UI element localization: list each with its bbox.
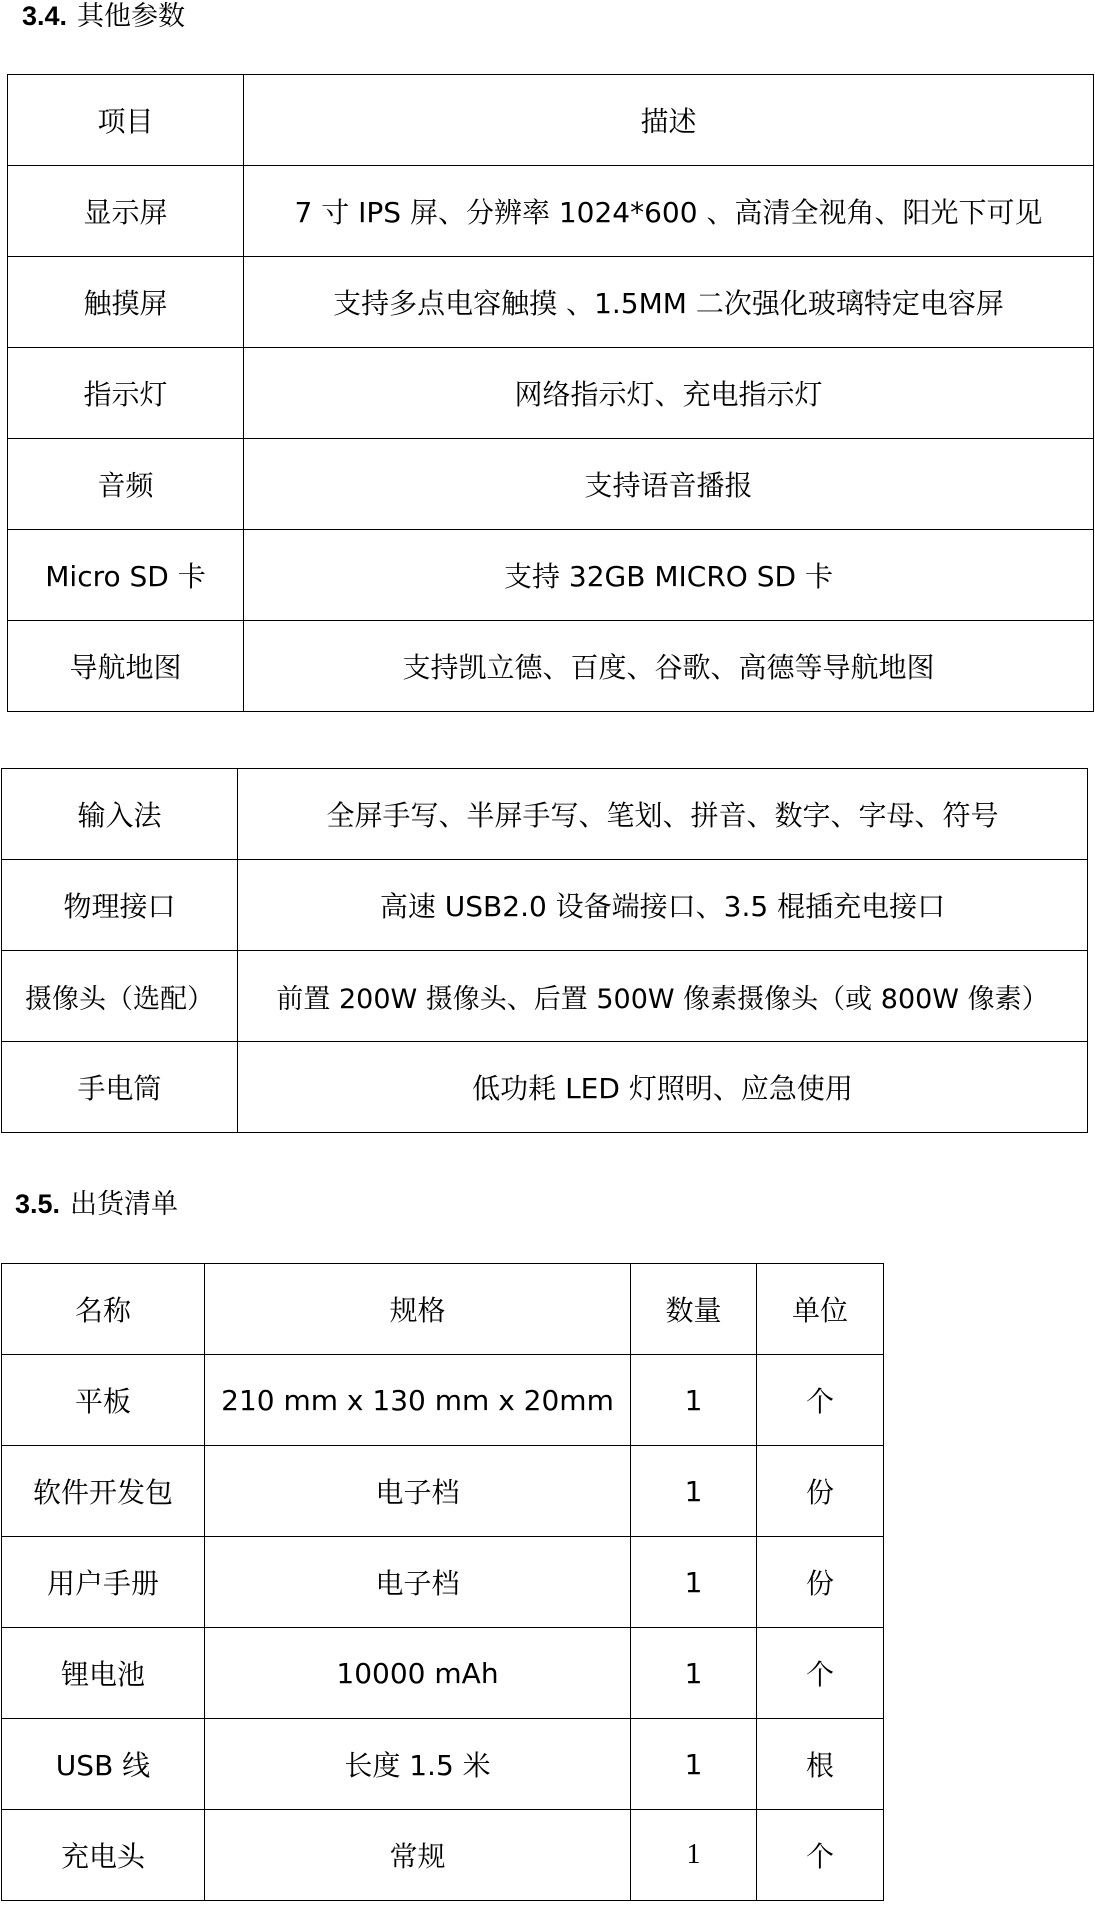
name-cell: 平板: [2, 1355, 205, 1446]
quantity-cell: 1: [631, 1446, 757, 1537]
table-row: [8, 530, 1094, 621]
section-heading-3-4: [22, 0, 185, 33]
section-number: 3.5.: [15, 1189, 61, 1219]
section-title: 出货清单: [70, 1189, 179, 1220]
spec-cell: 常规: [205, 1810, 631, 1901]
unit-cell: 个: [757, 1355, 884, 1446]
unit-cell: 个: [757, 1628, 884, 1719]
table-row: [8, 439, 1094, 530]
table-row: [8, 257, 1094, 348]
params-table: [7, 74, 1094, 712]
table-row: [2, 1628, 884, 1719]
spec-cell: 电子档: [205, 1446, 631, 1537]
unit-cell: 根: [757, 1719, 884, 1810]
table-row: [2, 951, 1088, 1042]
description-cell: 支持多点电容触摸 、1.5MM 二次强化玻璃特定电容屏: [244, 257, 1094, 348]
header-cell: 描述: [244, 75, 1094, 166]
item-cell: 触摸屏: [8, 257, 244, 348]
item-cell: 物理接口: [2, 860, 238, 951]
item-cell: 指示灯: [8, 348, 244, 439]
name-cell: 锂电池: [2, 1628, 205, 1719]
description-cell: 全屏手写、半屏手写、笔划、拼音、数字、字母、符号: [238, 769, 1088, 860]
name-cell: 充电头: [2, 1810, 205, 1901]
item-cell: 音频: [8, 439, 244, 530]
spec-cell: 长度 1.5 米: [205, 1719, 631, 1810]
table-header-row: [2, 1264, 884, 1355]
table-row: [2, 1042, 1088, 1133]
table-row: [8, 166, 1094, 257]
quantity-cell: 1: [631, 1355, 757, 1446]
table-row: [2, 860, 1088, 951]
table-row: [8, 348, 1094, 439]
table-row: [2, 1719, 884, 1810]
header-cell: 规格: [205, 1264, 631, 1355]
section-heading-3-5: [15, 1188, 178, 1221]
item-cell: 导航地图: [8, 621, 244, 712]
unit-cell: 份: [757, 1446, 884, 1537]
spec-cell: 10000 mAh: [205, 1628, 631, 1719]
section-number: 3.4.: [22, 1, 68, 31]
spec-cell: 210 mm x 130 mm x 20mm: [205, 1355, 631, 1446]
table-row: [2, 1355, 884, 1446]
table-row: [2, 769, 1088, 860]
name-cell: 用户手册: [2, 1537, 205, 1628]
table-row: [2, 1537, 884, 1628]
header-cell: 名称: [2, 1264, 205, 1355]
table-row: [2, 1810, 884, 1901]
item-cell: 输入法: [2, 769, 238, 860]
table-header-row: [8, 75, 1094, 166]
description-cell: 支持凯立德、百度、谷歌、高德等导航地图: [244, 621, 1094, 712]
quantity-cell: 1: [631, 1719, 757, 1810]
section-title: 其他参数: [77, 1, 186, 32]
description-cell: 低功耗 LED 灯照明、应急使用: [238, 1042, 1088, 1133]
table-row: [8, 621, 1094, 712]
header-cell: 数量: [631, 1264, 757, 1355]
description-cell: 前置 200W 摄像头、后置 500W 像素摄像头（或 800W 像素）: [238, 951, 1088, 1042]
params-table-continued: [1, 768, 1088, 1133]
shipping-list-table: [1, 1263, 884, 1901]
item-cell: 摄像头（选配）: [2, 951, 238, 1042]
quantity-cell: 1: [631, 1628, 757, 1719]
quantity-cell: 1: [631, 1537, 757, 1628]
name-cell: 软件开发包: [2, 1446, 205, 1537]
item-cell: 显示屏: [8, 166, 244, 257]
table-row: [2, 1446, 884, 1537]
unit-cell: 个: [757, 1810, 884, 1901]
description-cell: 支持 32GB MICRO SD 卡: [244, 530, 1094, 621]
header-cell: 单位: [757, 1264, 884, 1355]
description-cell: 支持语音播报: [244, 439, 1094, 530]
spec-cell: 电子档: [205, 1537, 631, 1628]
description-cell: 网络指示灯、充电指示灯: [244, 348, 1094, 439]
header-cell: 项目: [8, 75, 244, 166]
quantity-cell: 1: [631, 1810, 757, 1901]
description-cell: 高速 USB2.0 设备端接口、3.5 棍插充电接口: [238, 860, 1088, 951]
description-cell: 7 寸 IPS 屏、分辨率 1024*600 、高清全视角、阳光下可见: [244, 166, 1094, 257]
item-cell: 手电筒: [2, 1042, 238, 1133]
name-cell: USB 线: [2, 1719, 205, 1810]
item-cell: Micro SD 卡: [8, 530, 244, 621]
unit-cell: 份: [757, 1537, 884, 1628]
